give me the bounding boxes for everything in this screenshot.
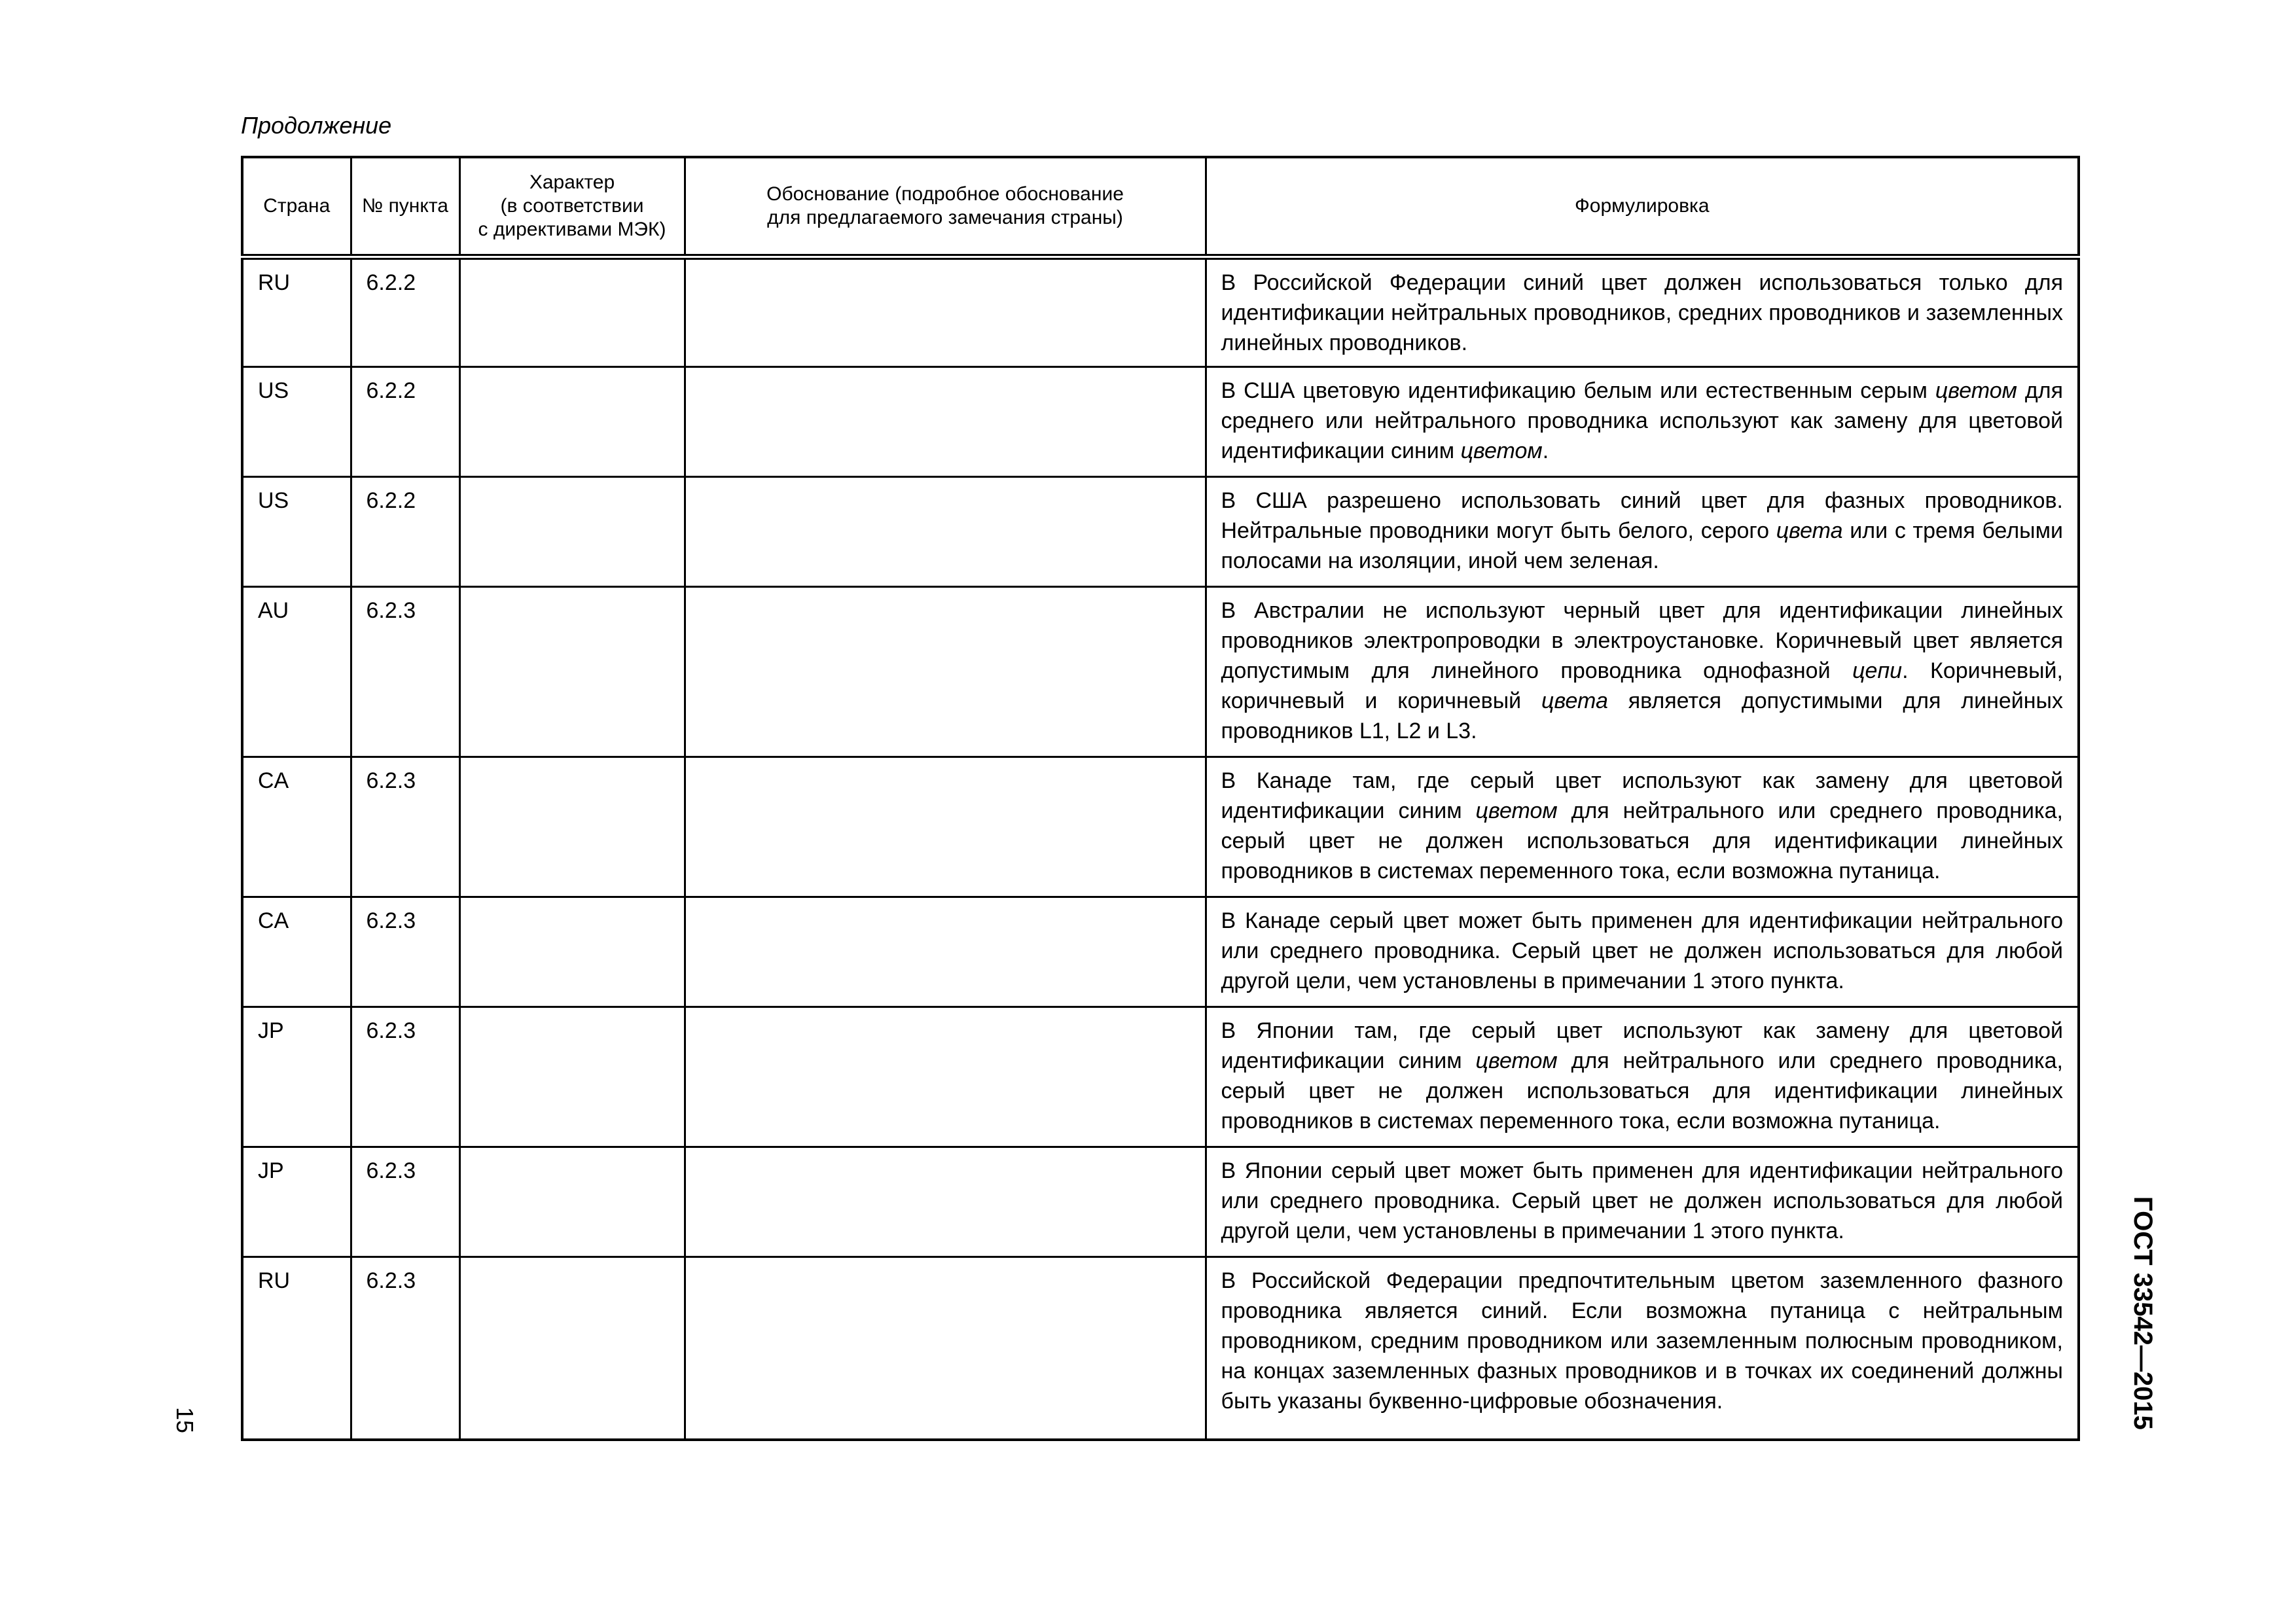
cell-justification (685, 257, 1206, 366)
cell-country: RU (242, 1257, 351, 1440)
header-justification-line1: Обоснование (подробное обоснование (766, 183, 1124, 205)
cell-country: US (242, 476, 351, 586)
italic-term: цвета (1541, 688, 1608, 713)
cell-clause: 6.2.3 (351, 757, 459, 897)
header-character-line3: с директивами МЭК) (478, 218, 666, 240)
table-row (242, 257, 2079, 366)
cell-wording (1206, 897, 2079, 1007)
cell-clause: 6.2.2 (351, 366, 459, 476)
cell-justification (685, 366, 1206, 476)
italic-term: цветом (1475, 1048, 1558, 1073)
cell-justification (685, 586, 1206, 757)
wording-text: или с тремя белыми полосами на изоляции, иной чем зеленая. (1221, 518, 2063, 573)
cell-country: AU (242, 586, 351, 757)
cell-wording (1206, 1007, 2079, 1147)
cell-wording (1206, 1147, 2079, 1257)
cell-character (459, 1007, 685, 1147)
table-row (242, 476, 2079, 586)
cell-justification (685, 1007, 1206, 1147)
cell-character (459, 897, 685, 1007)
italic-term: цветом (1475, 798, 1558, 823)
header-wording: Формулировка (1206, 157, 2079, 257)
page-number: 15 (171, 1407, 198, 1434)
header-justification (685, 157, 1206, 257)
cell-country: US (242, 366, 351, 476)
cell-clause: 6.2.3 (351, 1257, 459, 1440)
standard-designation: ГОСТ 33542—2015 (2128, 1196, 2157, 1430)
cell-wording (1206, 476, 2079, 586)
wording-text: В Австралии не используют черный цвет для идентификации линейных проводников электропроводки в электроустановке. Коричневый цвет является допустимым для линейного проводника однофазной (1221, 597, 2063, 683)
table-row (242, 1007, 2079, 1147)
cell-character (459, 1257, 685, 1440)
header-justification-line2: для предлагаемого замечания страны) (767, 206, 1123, 228)
cell-country: CA (242, 897, 351, 1007)
continuation-label: Продолжение (241, 112, 392, 139)
cell-clause: 6.2.2 (351, 257, 459, 366)
wording-text: В Японии серый цвет может быть применен для идентификации нейтрального или среднего проводника. Серый цвет не должен использоваться для любой другой цели, чем установлены в примечании 1 этого пункта. (1221, 1158, 2063, 1243)
table-header-row (242, 157, 2079, 257)
cell-country: RU (242, 257, 351, 366)
cell-wording (1206, 257, 2079, 366)
cell-country: CA (242, 757, 351, 897)
wording-text: для нейтрального или среднего проводника, серый цвет не должен использоваться для идентификации линейных проводников в системах переменного тока, если возможна путаница. (1221, 798, 2063, 883)
wording-text: для нейтрального или среднего проводника, серый цвет не должен использоваться для идентификации линейных проводников в системах переменного тока, если возможна путаница. (1221, 1048, 2063, 1133)
table-row (242, 897, 2079, 1007)
cell-character (459, 257, 685, 366)
italic-term: цепи (1852, 658, 1903, 683)
cell-clause: 6.2.3 (351, 586, 459, 757)
wording-text: для среднего или нейтрального проводника используют как замену для цветовой идентификации синим (1221, 378, 2063, 463)
cell-country: JP (242, 1007, 351, 1147)
header-country: Страна (242, 157, 351, 257)
wording-text: . (1542, 438, 1549, 463)
cell-character (459, 366, 685, 476)
cell-clause: 6.2.2 (351, 476, 459, 586)
table-row (242, 1147, 2079, 1257)
wording-text: является допустимыми для линейных проводников L1, L2 и L3. (1221, 688, 2063, 743)
comments-table (241, 156, 2080, 1441)
cell-character (459, 757, 685, 897)
wording-text: В США разрешено использовать синий цвет для фазных проводников. Нейтральные проводники могут быть белого, серого (1221, 488, 2063, 543)
table-row (242, 366, 2079, 476)
cell-justification (685, 476, 1206, 586)
wording-text: В Японии там, где серый цвет используют как замену для цветовой идентификации синим (1221, 1018, 2063, 1073)
header-character (459, 157, 685, 257)
cell-clause: 6.2.3 (351, 1147, 459, 1257)
italic-term: цветом (1460, 438, 1543, 463)
header-character-line1: Характер (529, 171, 615, 193)
wording-text: . Коричневый, коричневый и коричневый (1221, 658, 2063, 713)
italic-term: цвета (1776, 518, 1843, 543)
wording-text: В Российской Федерации предпочтительным цветом заземленного фазного проводника является синий. Если возможна путаница с нейтральным проводником, средним проводником или заземленным полюсным проводником, на концах заземленных фазных проводников и в точках их соединений должны быть указаны буквенно-цифровые обозначения. (1221, 1268, 2063, 1414)
cell-wording (1206, 1257, 2079, 1440)
italic-term: цветом (1935, 378, 2017, 403)
header-clause: № пункта (351, 157, 459, 257)
cell-clause: 6.2.3 (351, 1007, 459, 1147)
cell-character (459, 586, 685, 757)
cell-justification (685, 897, 1206, 1007)
cell-wording (1206, 586, 2079, 757)
cell-justification (685, 1257, 1206, 1440)
wording-text: В Канаде серый цвет может быть применен для идентификации нейтрального или среднего проводника. Серый цвет не должен использоваться для любой другой цели, чем установлены в примечании 1 этого пункта. (1221, 908, 2063, 993)
cell-character (459, 1147, 685, 1257)
cell-justification (685, 757, 1206, 897)
cell-clause: 6.2.3 (351, 897, 459, 1007)
cell-country: JP (242, 1147, 351, 1257)
table-row (242, 586, 2079, 757)
header-character-line2: (в соответствии (500, 194, 644, 217)
table-row (242, 1257, 2079, 1440)
wording-text: В США цветовую идентификацию белым или естественным серым (1221, 378, 1935, 403)
wording-text: В Канаде там, где серый цвет используют как замену для цветовой идентификации синим (1221, 768, 2063, 823)
cell-wording (1206, 757, 2079, 897)
cell-wording (1206, 366, 2079, 476)
table-row (242, 757, 2079, 897)
wording-text: В Российской Федерации синий цвет должен использоваться только для идентификации нейтральных проводников, средних проводников и заземленных линейных проводников. (1221, 270, 2063, 355)
cell-justification (685, 1147, 1206, 1257)
cell-character (459, 476, 685, 586)
